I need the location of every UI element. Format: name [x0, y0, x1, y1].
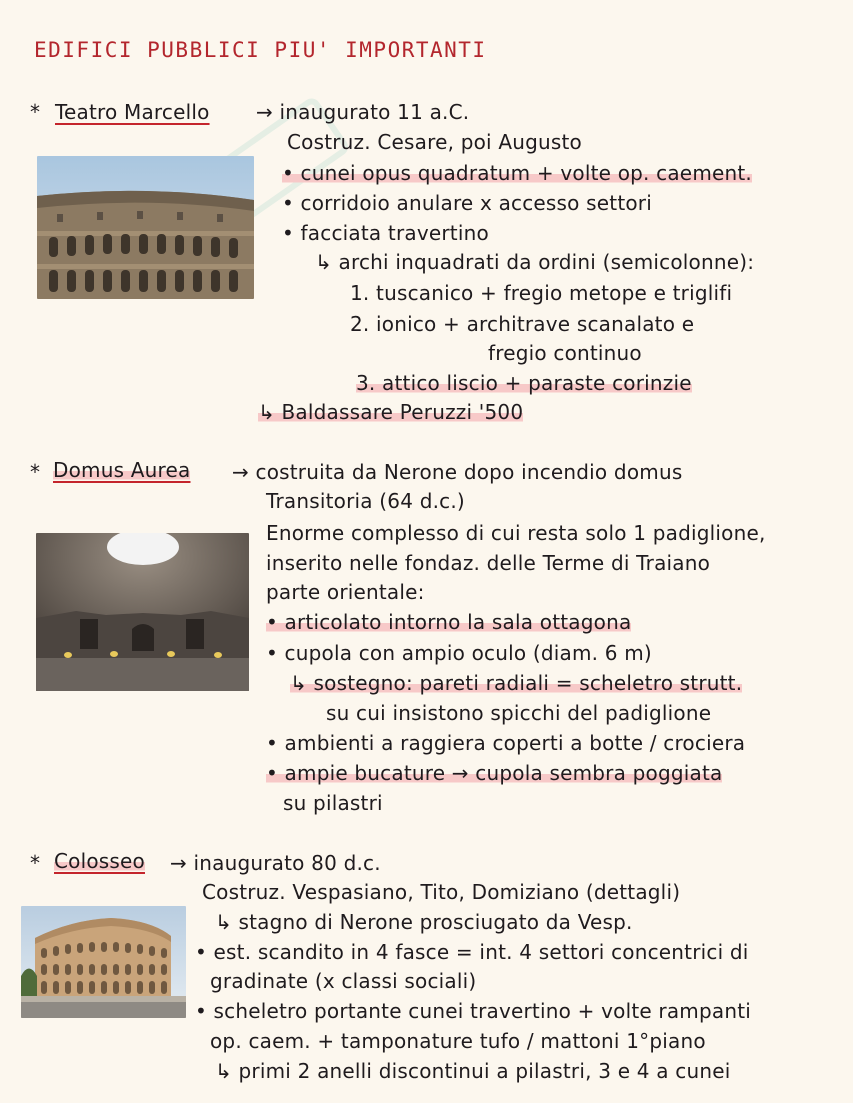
teatro-order-2b: fregio continuo [488, 341, 642, 365]
teatro-order-1: 1. tuscanico + fregio metope e triglifi [350, 281, 733, 305]
domus-bullet-3: • ambienti a raggiera coperti a botte / crociera [266, 731, 746, 755]
domus-line2: Transitoria (64 d.c.) [266, 489, 465, 513]
colosseo-bullet-2b: op. caem. + tamponature tufo / mattoni 1°piano [210, 1029, 706, 1053]
teatro-sub: ↳ archi inquadrati da ordini (semicolonne): [315, 250, 755, 274]
colosseo-bullet-2c: ↳ primi 2 anelli discontinui a pilastri, 3 e 4 a cunei [215, 1059, 731, 1083]
bullet-star: * [30, 460, 41, 484]
teatro-line2: Costruz. Cesare, poi Augusto [287, 130, 582, 154]
domus-sub-2: su cui insistono spicchi del padiglione [326, 701, 712, 725]
domus-bullet-1: • articolato intorno la sala ottagona [266, 610, 632, 634]
section-heading-teatro: Teatro Marcello [55, 100, 210, 124]
colosseo-bullet-1b: gradinate (x classi sociali) [210, 969, 477, 993]
domus-bullet-4b: su pilastri [283, 791, 383, 815]
domus-para-3: parte orientale: [266, 580, 425, 604]
colosseo-bullet-1: • est. scandito in 4 fasce = int. 4 settori concentrici di [195, 940, 749, 964]
teatro-bullet-1: • cunei opus quadratum + volte op. caement. [282, 161, 752, 185]
colosseo-bullet-2: • scheletro portante cunei travertino + volte rampanti [195, 999, 752, 1023]
teatro-marcello-photo [37, 156, 254, 299]
domus-line1: → costruita da Nerone dopo incendio domus [232, 460, 683, 484]
section-heading-colosseo: Colosseo [54, 849, 145, 873]
colosseo-line1: → inaugurato 80 d.c. [170, 851, 381, 875]
domus-bullet-2: • cupola con ampio oculo (diam. 6 m) [266, 641, 652, 665]
bullet-star: * [30, 851, 41, 875]
teatro-last: ↳ Baldassare Peruzzi '500 [258, 400, 524, 424]
domus-para-1: Enorme complesso di cui resta solo 1 padiglione, [266, 521, 766, 545]
colosseo-photo [21, 906, 186, 1018]
domus-bullet-4: • ampie bucature → cupola sembra poggiata [266, 761, 723, 785]
teatro-order-2: 2. ionico + architrave scanalato e [350, 312, 695, 336]
domus-para-2: inserito nelle fondaz. delle Terme di Traiano [266, 551, 711, 575]
teatro-line1: → inaugurato 11 a.C. [256, 100, 470, 124]
teatro-order-3: 3. attico liscio + paraste corinzie [356, 371, 692, 395]
colosseo-line2: Costruz. Vespasiano, Tito, Domiziano (dettagli) [202, 880, 681, 904]
section-heading-domus: Domus Aurea [53, 458, 191, 482]
bullet-star: * [30, 100, 41, 124]
teatro-bullet-3: • facciata travertino [282, 221, 489, 245]
domus-sub-1: ↳ sostegno: pareti radiali = scheletro strutt. [290, 671, 743, 695]
colosseo-sub: ↳ stagno di Nerone prosciugato da Vesp. [215, 910, 633, 934]
teatro-bullet-2: • corridoio anulare x accesso settori [282, 191, 652, 215]
page-title: EDIFICI PUBBLICI PIU' IMPORTANTI [34, 38, 487, 62]
domus-aurea-photo [36, 533, 249, 691]
